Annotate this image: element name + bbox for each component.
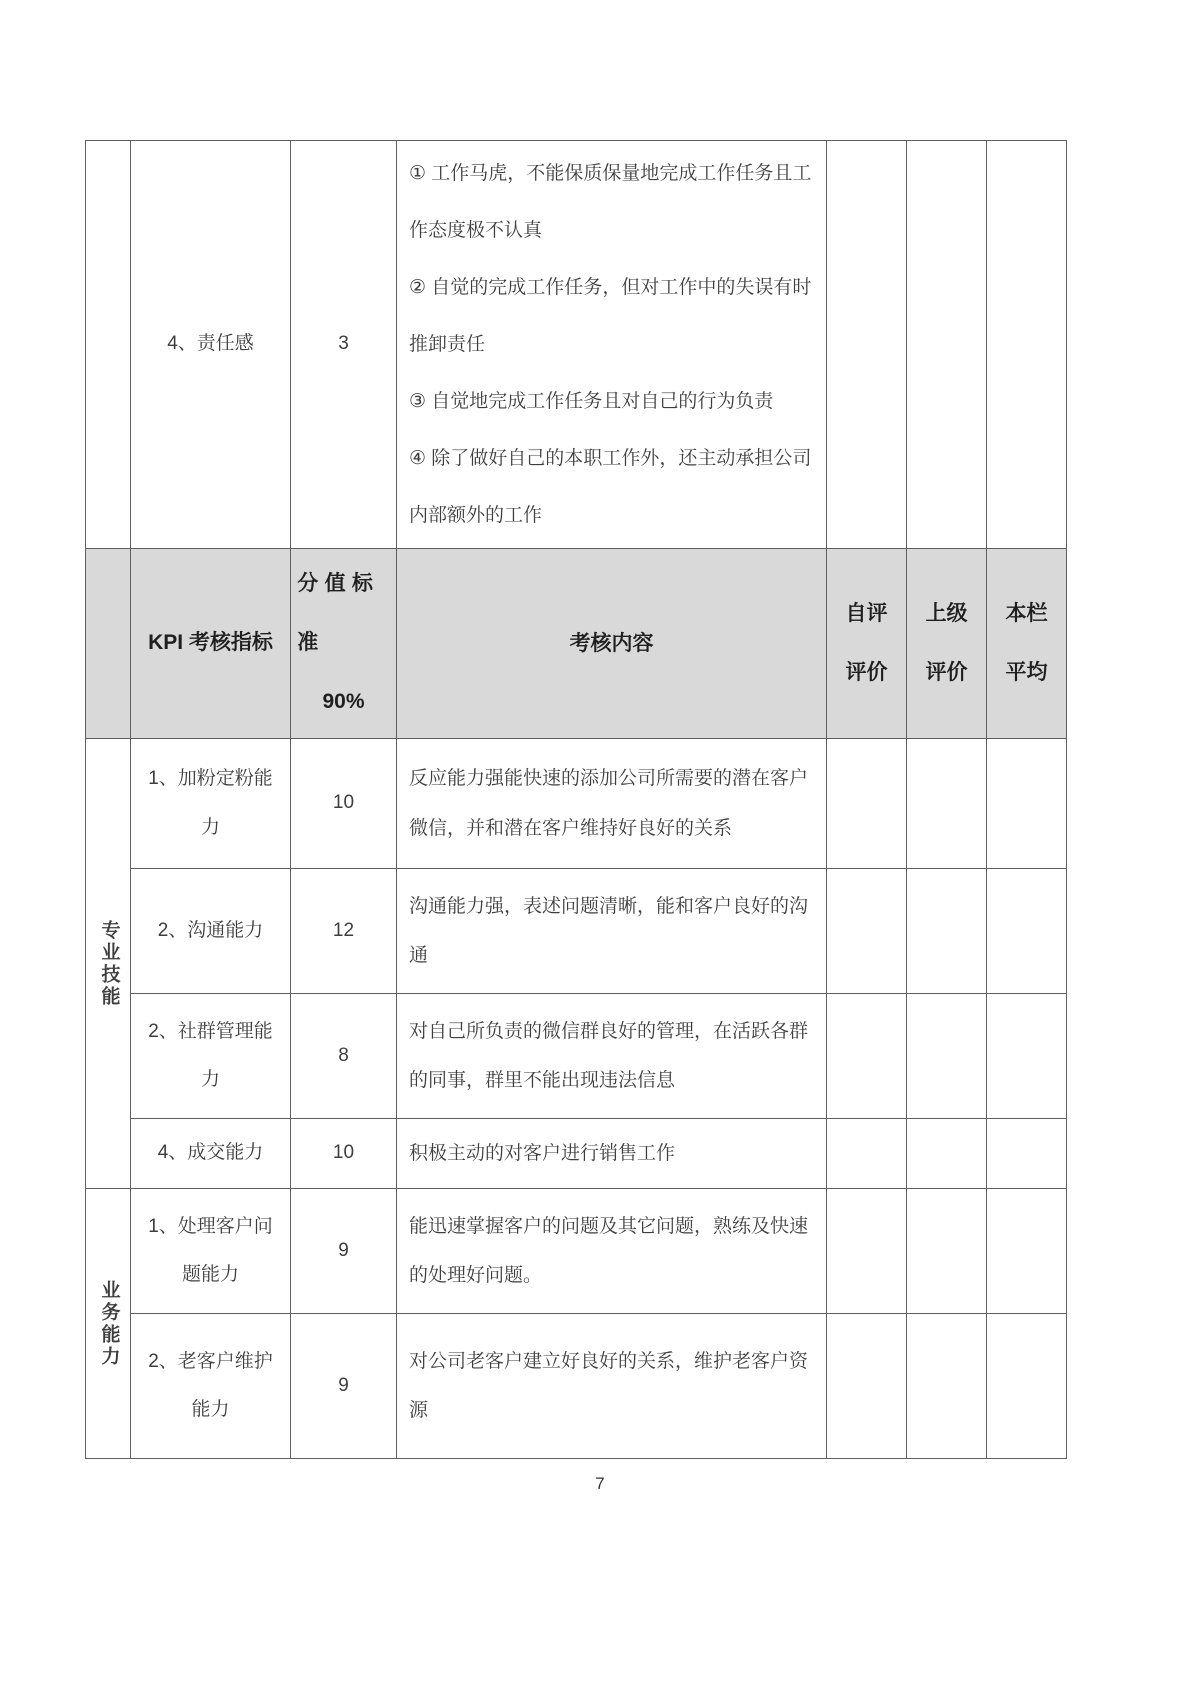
table-header-row bbox=[86, 549, 1067, 739]
header-supervisor-eval-line2: 评价 bbox=[925, 660, 968, 684]
self-eval-cell bbox=[827, 141, 907, 549]
column-average-cell bbox=[987, 1119, 1067, 1189]
table-row bbox=[86, 994, 1067, 1119]
header-assessment-content: 考核内容 bbox=[397, 549, 827, 739]
header-self-eval-line1: 自评 bbox=[845, 601, 888, 625]
indicator-cell: 1、处理客户问题能力 bbox=[131, 1189, 291, 1314]
score-standard-label: 分值标准 bbox=[297, 572, 380, 655]
self-eval-cell bbox=[827, 1189, 907, 1314]
self-eval-cell bbox=[827, 1314, 907, 1459]
header-category-cell bbox=[86, 549, 131, 739]
table-row bbox=[86, 739, 1067, 869]
header-supervisor-eval-line1: 上级 bbox=[925, 601, 968, 625]
header-self-eval-line2: 评价 bbox=[845, 660, 888, 684]
score-cell: 9 bbox=[291, 1189, 397, 1314]
content-line: ④ 除了做好自己的本职工作外，还主动承担公司内部额外的工作 bbox=[409, 448, 812, 526]
category-cell-empty bbox=[86, 141, 131, 549]
header-score-standard bbox=[291, 549, 397, 739]
header-kpi-indicator: KPI 考核指标 bbox=[131, 549, 291, 739]
column-average-cell bbox=[987, 1189, 1067, 1314]
category-cell-professional-skills bbox=[86, 739, 131, 1189]
content-cell bbox=[397, 141, 827, 549]
kpi-evaluation-table bbox=[85, 140, 1067, 1459]
column-average-cell bbox=[987, 1314, 1067, 1459]
self-eval-cell bbox=[827, 869, 907, 994]
score-cell: 10 bbox=[291, 1119, 397, 1189]
score-standard-percent: 90% bbox=[322, 689, 365, 713]
self-eval-cell bbox=[827, 1119, 907, 1189]
header-column-average-line1: 本栏 bbox=[1005, 601, 1048, 625]
supervisor-eval-cell bbox=[907, 1119, 987, 1189]
supervisor-eval-cell bbox=[907, 869, 987, 994]
header-column-average bbox=[987, 549, 1067, 739]
column-average-cell bbox=[987, 739, 1067, 869]
self-eval-cell bbox=[827, 994, 907, 1119]
score-cell: 12 bbox=[291, 869, 397, 994]
content-cell: 积极主动的对客户进行销售工作 bbox=[397, 1119, 827, 1189]
table-row bbox=[86, 1314, 1067, 1459]
header-column-average-line2: 平均 bbox=[1005, 660, 1048, 684]
table-row bbox=[86, 869, 1067, 994]
content-line: ③ 自觉地完成工作任务且对自己的行为负责 bbox=[409, 391, 774, 412]
self-eval-cell bbox=[827, 739, 907, 869]
supervisor-eval-cell bbox=[907, 1314, 987, 1459]
column-average-cell bbox=[987, 141, 1067, 549]
content-line: ② 自觉的完成工作任务，但对工作中的失误有时推卸责任 bbox=[409, 277, 812, 355]
category-cell-business-ability bbox=[86, 1189, 131, 1459]
column-average-cell bbox=[987, 869, 1067, 994]
table-row-responsibility bbox=[86, 141, 1067, 549]
indicator-cell: 2、老客户维护能力 bbox=[131, 1314, 291, 1459]
score-cell: 8 bbox=[291, 994, 397, 1119]
indicator-cell: 2、沟通能力 bbox=[131, 869, 291, 994]
score-cell: 10 bbox=[291, 739, 397, 869]
content-cell: 对自己所负责的微信群良好的管理，在活跃各群的同事，群里不能出现违法信息 bbox=[397, 994, 827, 1119]
content-cell: 反应能力强能快速的添加公司所需要的潜在客户微信，并和潜在客户维持好良好的关系 bbox=[397, 739, 827, 869]
column-average-cell bbox=[987, 994, 1067, 1119]
table-row bbox=[86, 1119, 1067, 1189]
supervisor-eval-cell bbox=[907, 141, 987, 549]
category-label: 专业技能 bbox=[98, 919, 120, 1008]
score-cell: 9 bbox=[291, 1314, 397, 1459]
supervisor-eval-cell bbox=[907, 994, 987, 1119]
page-number: 7 bbox=[595, 1474, 605, 1493]
content-line: ① 工作马虎，不能保质保量地完成工作任务且工作态度极不认真 bbox=[409, 163, 812, 241]
header-supervisor-eval bbox=[907, 549, 987, 739]
supervisor-eval-cell bbox=[907, 1189, 987, 1314]
indicator-cell: 4、责任感 bbox=[131, 141, 291, 549]
content-cell: 对公司老客户建立好良好的关系，维护老客户资源 bbox=[397, 1314, 827, 1459]
supervisor-eval-cell bbox=[907, 739, 987, 869]
score-cell: 3 bbox=[291, 141, 397, 549]
content-cell: 能迅速掌握客户的问题及其它问题，熟练及快速的处理好问题。 bbox=[397, 1189, 827, 1314]
header-self-eval bbox=[827, 549, 907, 739]
category-label: 业务能力 bbox=[98, 1279, 120, 1368]
indicator-cell: 1、加粉定粉能力 bbox=[131, 739, 291, 869]
content-cell: 沟通能力强，表述问题清晰，能和客户良好的沟通 bbox=[397, 869, 827, 994]
indicator-cell: 4、成交能力 bbox=[131, 1119, 291, 1189]
indicator-cell: 2、社群管理能力 bbox=[131, 994, 291, 1119]
table-row bbox=[86, 1189, 1067, 1314]
